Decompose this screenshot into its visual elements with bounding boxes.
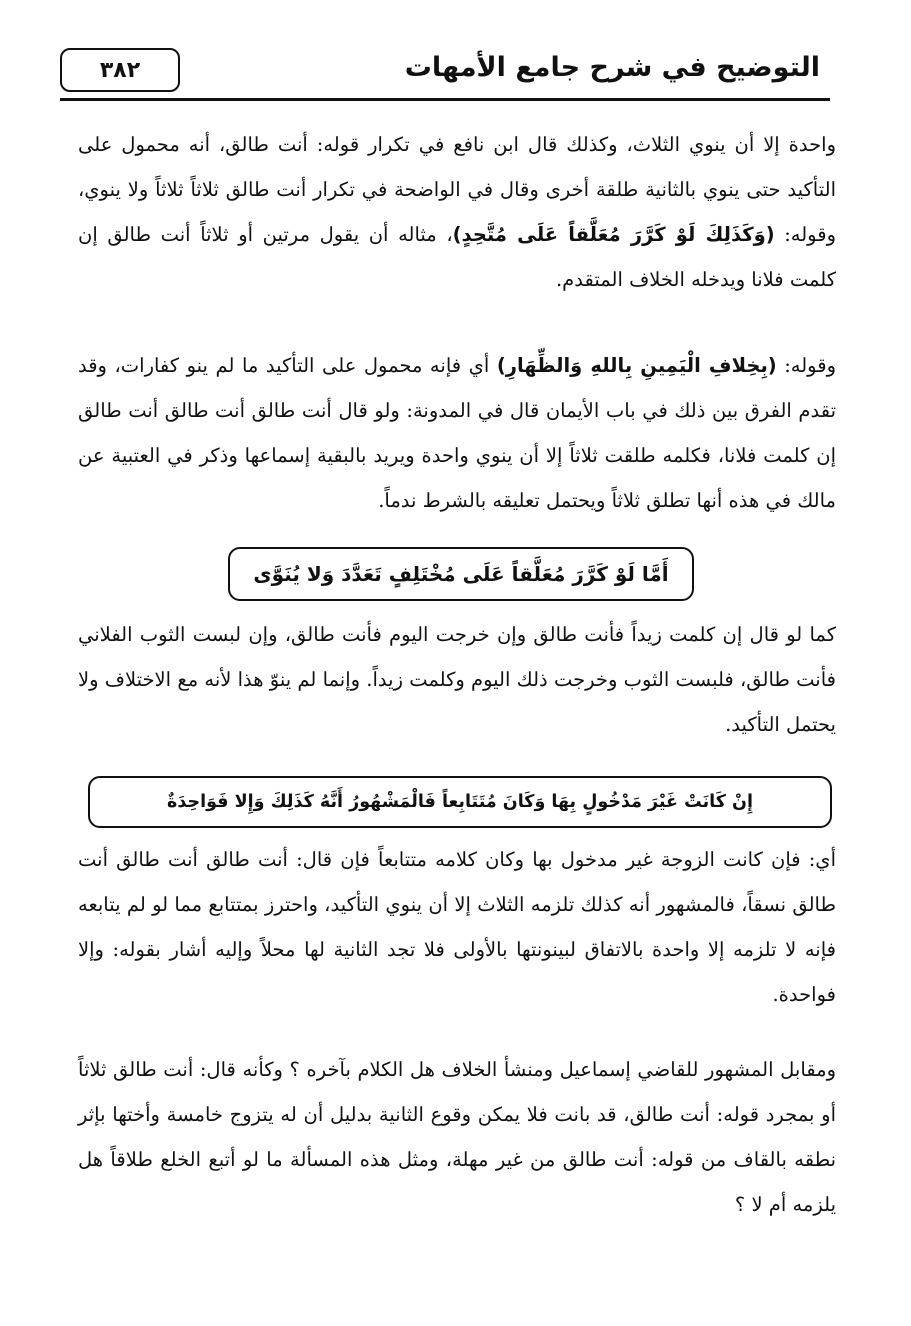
page-number: ٣٨٢ <box>60 48 180 92</box>
section-heading-2-text: إِنْ كَانَتْ غَيْرَ مَدْخُولٍ بِهَا وَكَانَ مُتَتَابِعاً فَالْمَشْهُورُ أَنَّهُ كَذَلِكَ وَإِلا فَوَاحِدَةٌ <box>167 792 753 812</box>
paragraph-1-quote: (وَكَذَلِكَ لَوْ كَرَّرَ مُعَلَّقاً عَلَى مُتَّحِدٍ) <box>452 223 775 246</box>
paragraph-4 <box>78 837 836 1017</box>
header-divider <box>60 98 830 101</box>
paragraph-1-rest: ، مثاله أن يقول مرتين أو ثلاثاً أنت طالق إن كلمت فلانا ويدخله الخلاف المتقدم. <box>78 223 836 291</box>
paragraph-2-rest: أي فإنه محمول على التأكيد ما لم ينو كفارات، وقد تقدم الفرق بين ذلك في باب الأيمان قال في المدونة: ولو قال أنت طالق أنت طالق أنت طالق إن كلمت فلانا، فكلمه طلقت ثلاثاً إلا أن ينوي واحدة ويريد بالبقية إسماعها وذكر في العتبية عن مالك في هذه أنها تطلق ثلاثاً ويحتمل تعليقه بالشرط ندماً. <box>78 354 836 512</box>
paragraph-5-text: ومقابل المشهور للقاضي إسماعيل ومنشأ الخلاف هل الكلام بآخره ؟ وكأنه قال: أنت طالق ثلاثاً أو بمجرد قوله: أنت طالق، قد بانت فلا يمكن وقوع الثانية بدليل أن له يتزوج خامسة وأختها بإثر نطقه بالقاف من قوله: أنت طالق من غير مهلة، ومثل هذه المسألة ما لو أتبع الخلع طلاقاً هل يلزمه أم لا ؟ <box>78 1058 836 1216</box>
paragraph-2 <box>78 343 836 523</box>
section-heading-1 <box>228 547 694 601</box>
section-heading-2 <box>88 776 832 828</box>
paragraph-3 <box>78 612 836 747</box>
book-title: التوضيح في شرح جامع الأمهات <box>404 52 820 83</box>
paragraph-2-lead: وقوله: <box>784 354 836 377</box>
page-header <box>60 48 830 104</box>
paragraph-1 <box>78 122 836 302</box>
paragraph-2-quote: (بِخِلافِ الْيَمِينِ بِاللهِ وَالظِّهَارِ) <box>496 354 777 377</box>
section-heading-1-text: أَمَّا لَوْ كَرَّرَ مُعَلَّقاً عَلَى مُخْتَلِفٍ تَعَدَّدَ وَلا يُنَوَّى <box>253 562 669 586</box>
paragraph-1-text: واحدة إلا أن ينوي الثلاث، وكذلك قال ابن نافع في تكرار قوله: أنت طالق، أنه محمول على التأكيد حتى ينوي بالثانية طلقة أخرى وقال في الواضحة في تكرار أنت طالق ثلاثاً ثلاثاً ولا ينوي، وقوله: <box>78 133 836 246</box>
paragraph-3-text: كما لو قال إن كلمت زيداً فأنت طالق وإن خرجت اليوم فأنت طالق، وإن لبست الثوب الفلاني فأنت طالق، فلبست الثوب وخرجت ذلك اليوم وكلمت زيداً. وإنما لم ينوّ هذا لأنه مع الاختلاف ولا يحتمل التأكيد. <box>78 623 836 736</box>
paragraph-5 <box>78 1047 836 1227</box>
paragraph-4-text: أي: فإن كانت الزوجة غير مدخول بها وكان كلامه متتابعاً فإن قال: أنت طالق أنت طالق أنت طالق نسقاً، فالمشهور أنه كذلك تلزمه الثلاث إلا أن ينوي التأكيد، واحترز بمتتابع مما لو لم يتابعه فإنه لا تلزمه إلا واحدة بالاتفاق لبينونتها بالأولى فلا تجد الثانية لها محلاً وإليه أشار بقوله: وإلا فواحدة. <box>78 848 836 1006</box>
